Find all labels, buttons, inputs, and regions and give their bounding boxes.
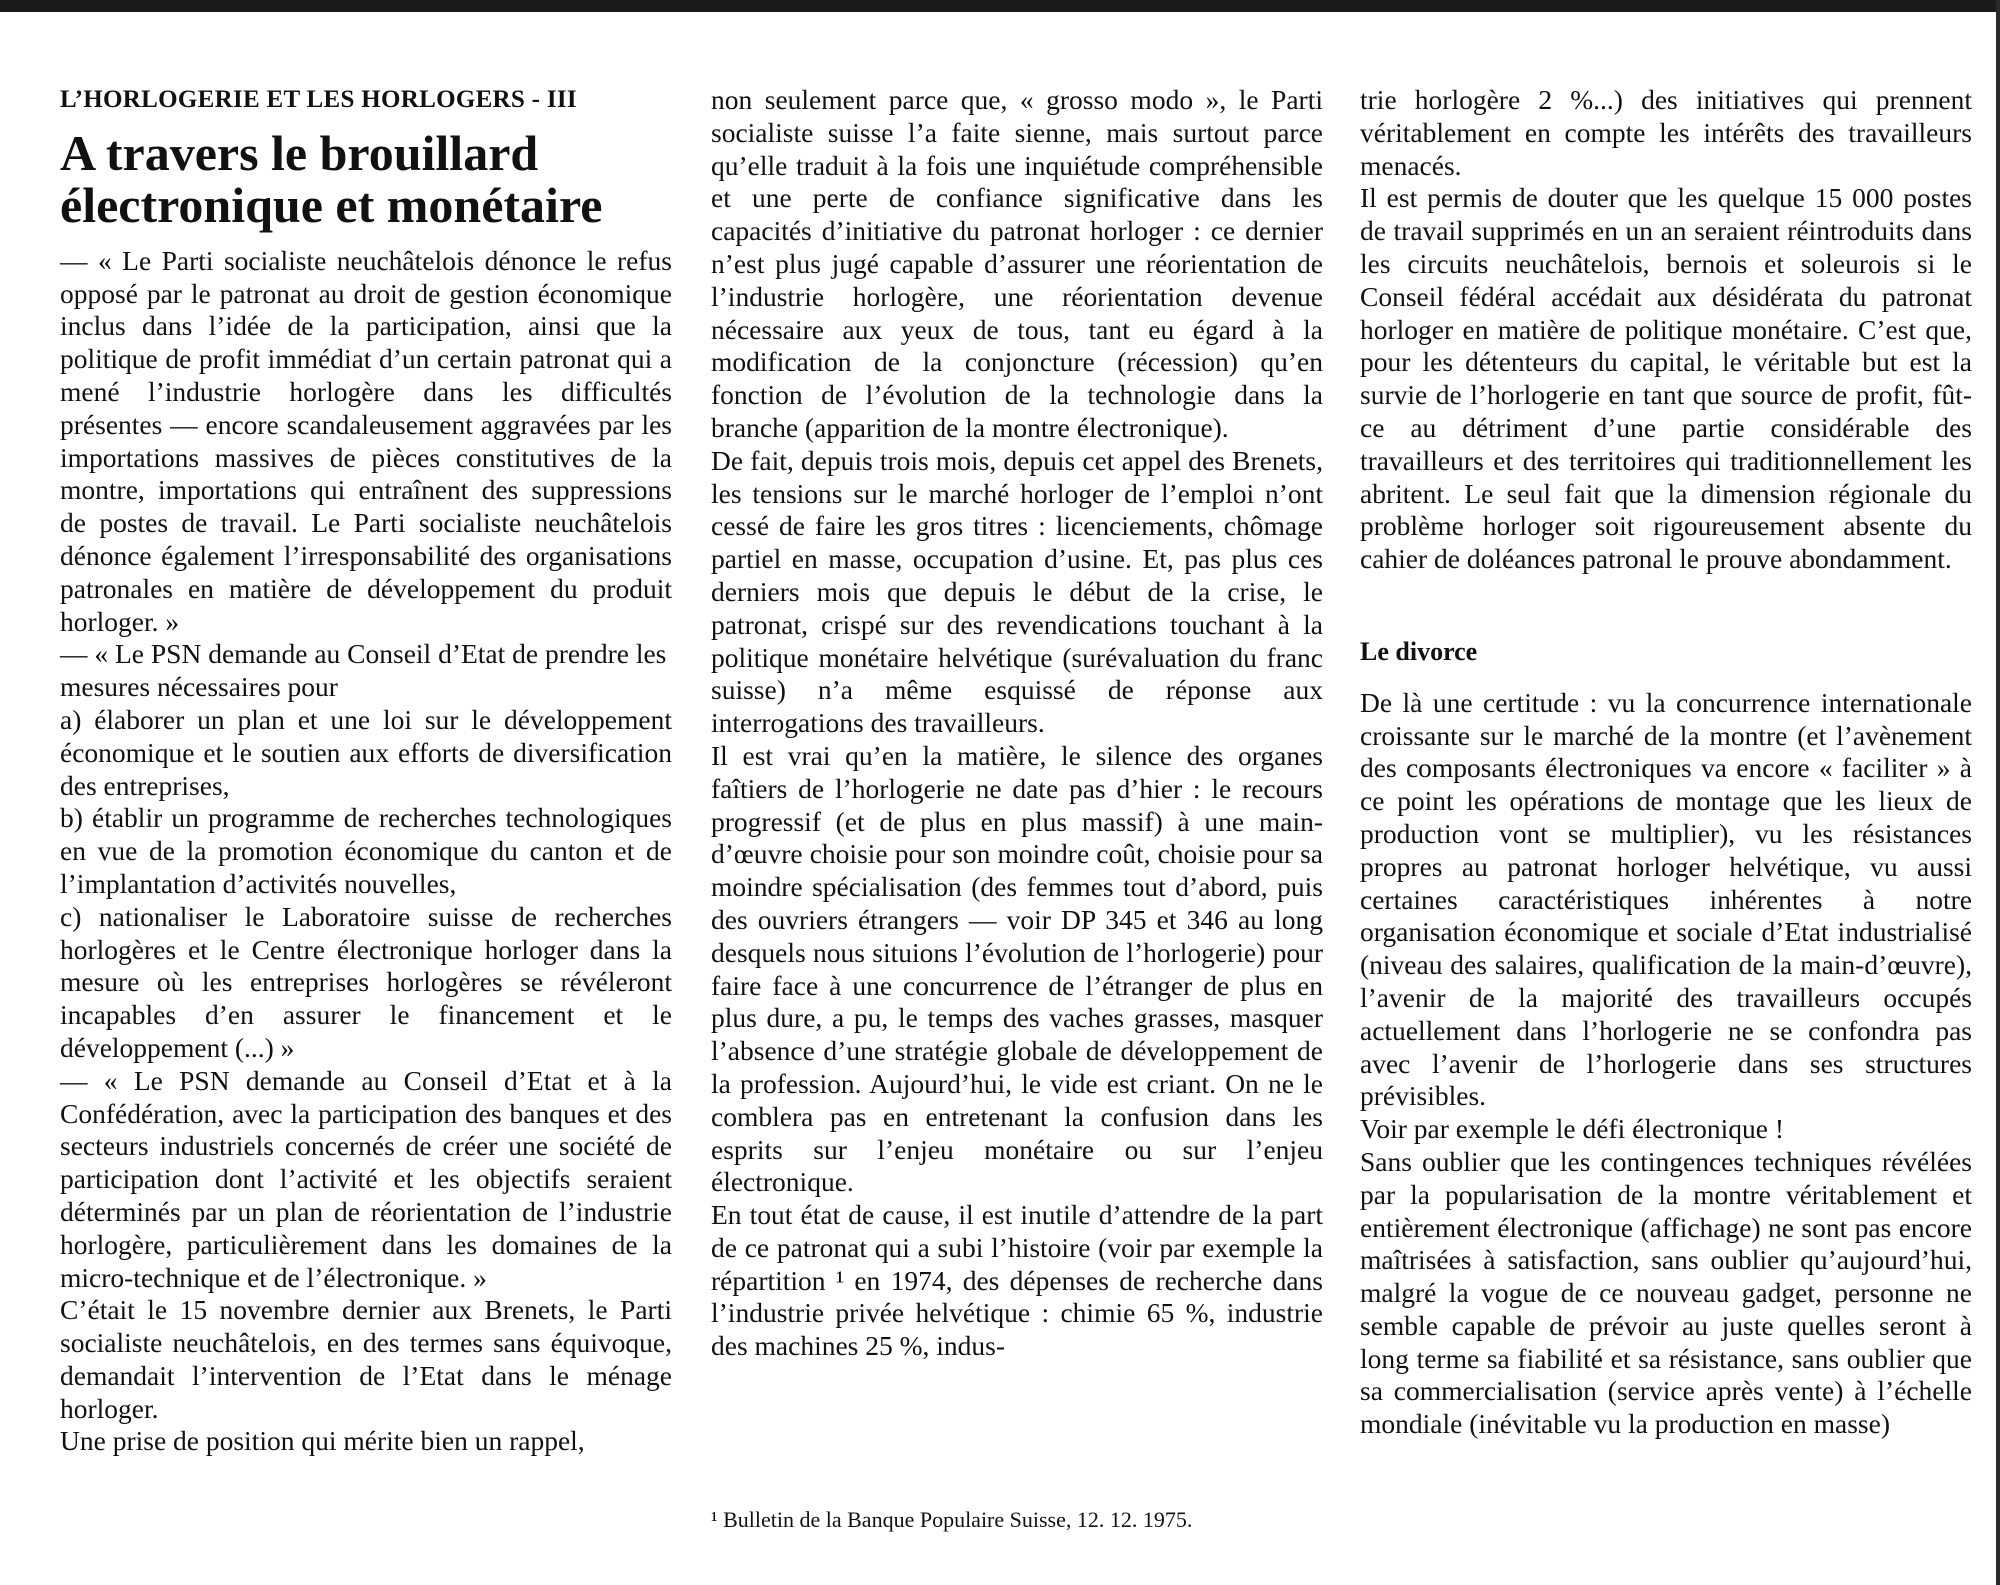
paragraph: trie horlogère 2 %...) des initiatives qui prennent véritablement en compte les intérêts des travailleurs menacés.: [1360, 84, 1972, 181]
column-1: [60, 84, 672, 1458]
paragraph: Une prise de position qui mérite bien un rappel,: [60, 1425, 585, 1457]
paragraph: b) établir un programme de recherches technologiques en vue de la promotion économique du canton et de l’implantation d’activités nouvelles,: [60, 802, 672, 899]
paragraph: De fait, depuis trois mois, depuis cet appel des Brenets, les tensions sur le marché horloger de l’emploi n’ont cessé de faire les gros titres : licenciements, chômage partiel en masse, occupation d’usine. Et, pas plus ces derniers mois que depuis le début de la crise, le patronat, crispé sur des revendications touchant à la politique monétaire helvétique (surévaluation du franc suisse) n’a même esquissé de réponse aux interrogations des travailleurs.: [711, 444, 1323, 739]
paragraph: Il est permis de douter que les quelque 15 000 postes de travail supprimés en un an seraient réintroduits dans les circuits neuchâtelois, bernois et soleurois si le Conseil fédéral accédait aux désidérata du patronat horloger en matière de politique monétaire. C’est que, pour les détenteurs du capital, le véritable but est la survie de l’horlogerie en tant que source de profit, fût-ce au détriment d’une partie considérable des travailleurs et des territoires qui traditionnellement les abritent. Le seul fait que la dimension régionale du problème horloger soit rigoureusement absente du cahier de doléances patronal le prouve abondamment.: [1360, 182, 1972, 575]
article-kicker: L’HORLOGERIE ET LES HORLOGERS - III: [60, 86, 577, 113]
paragraph: En tout état de cause, il est inutile d’attendre de la part de ce patronat qui a subi l’histoire (voir par exemple la répartition ¹ en 1974, des dépenses de recherche dans l’industrie privée helvétique : chimie 65 %, industrie des machines 25 %, indus-: [711, 1199, 1323, 1362]
paragraph: De là une certitude : vu la concurrence internationale croissante sur le marché de la montre (et l’avènement des composants électroniques va encore « faciliter » à ce point les opérations de montage que les lieux de production vont se multiplier), vu les résistances propres au patronat horloger helvétique, vu aussi certaines caractéristiques inhérentes à notre organisation économique et sociale d’Etat industrialisé (niveau des salaires, qualification de la main-d’œuvre), l’avenir de la majorité des travailleurs occupés actuellement dans l’horlogerie ne se confondra pas avec l’avenir de l’horlogerie dans ses structures prévisibles.: [1360, 686, 1972, 1112]
column-3: [1360, 84, 1972, 1441]
footnote: ¹ Bulletin de la Banque Populaire Suisse, 12. 12. 1975.: [711, 1507, 1193, 1532]
paragraph: — « Le PSN demande au Conseil d’Etat et à la Confédération, avec la participation des banques et des secteurs industriels concernés de créer une société de participation dont l’activité et les objectifs seraient déterminés par un plan de réorientation de l’industrie horlogère, particulièrement dans les domaines de la micro-technique et de l’électronique. »: [60, 1064, 672, 1293]
top-rule: [0, 0, 2000, 12]
paragraph: Sans oublier que les contingences techniques révélées par la popularisation de la montre véritablement et entièrement électronique (affichage) ne sont pas encore maîtrisées à satisfaction, sans oublier qu’aujourd’hui, malgré la vogue de ce nouveau gadget, personne ne semble capable de prévoir au juste quelles seront à long terme sa fiabilité et sa résistance, sans oublier que sa commercialisation (service après vente) à l’échelle mondiale (inévitable vu la production en masse): [1360, 1145, 1972, 1440]
column-2: [711, 84, 1323, 1363]
headline-line-2: électronique et monétaire: [60, 176, 603, 233]
paragraph: c) nationaliser le Laboratoire suisse de recherches horlogères et le Centre électronique horloger dans la mesure où les entreprises horlogères se révéleront incapables d’en assurer le financement et le développement (...) »: [60, 900, 672, 1063]
article-headline: [60, 124, 672, 233]
paragraph: a) élaborer un plan et une loi sur le développement économique et le soutien aux efforts de diversification des entreprises,: [60, 703, 672, 801]
paragraph: — « Le PSN demande au Conseil d’Etat de prendre les mesures nécessaires pour: [60, 638, 667, 703]
paragraph: Il est vrai qu’en la matière, le silence des organes faîtiers de l’horlogerie ne date pas d’hier : le recours progressif (et de plus en plus massif) à une main-d’œuvre choisie pour son moindre coût, choisie pour sa moindre spécialisation (des femmes tout d’abord, puis des ouvriers étrangers — voir DP 345 et 346 au long desquels nous situions l’évolution de l’horlogerie) pour faire face à une concurrence de l’étranger de plus en plus dure, a pu, le temps des vaches grasses, masquer l’absence d’une stratégie globale de développement de la profession. Aujourd’hui, le vide est criant. On ne le comblera pas en entretenant la confusion dans les esprits sur l’enjeu monétaire ou sur l’enjeu électronique.: [711, 739, 1323, 1198]
paragraph: — « Le Parti socialiste neuchâtelois dénonce le refus opposé par le patronat au droit de gestion économique inclus dans l’idée de la participation, ainsi que la politique de profit immédiat d’un certain patronat qui a mené l’industrie horlogère dans les difficultés présentes — encore scandaleusement aggravées par les importations massives de pièces constitutives de la montre, importations qui entraînent des suppressions de postes de travail. Le Parti socialiste neuchâtelois dénonce également l’irresponsabilité des organisations patronales en matière de développement du produit horloger. »: [60, 244, 672, 637]
paragraph: Voir par exemple le défi électronique !: [1360, 1113, 1785, 1145]
section-subhead: Le divorce: [1360, 636, 1478, 666]
paragraph: C’était le 15 novembre dernier aux Brenets, le Parti socialiste neuchâtelois, en des termes sans équivoque, demandait l’intervention de l’Etat dans le ménage horloger.: [60, 1294, 672, 1424]
paragraph: non seulement parce que, « grosso modo », le Parti socialiste suisse l’a faite sienne, mais surtout parce qu’elle traduit à la fois une inquiétude compréhensible et une perte de confiance significative dans les capacités d’initiative du patronat horloger : ce dernier n’est plus jugé capable d’assurer une réorientation de l’industrie horlogère, une réorientation devenue nécessaire aux yeux de tous, tant eu égard à la modification de la conjoncture (récession) qu’en fonction de l’évolution de la technologie dans la branche (apparition de la montre électronique).: [711, 84, 1323, 443]
right-edge-rule: [1996, 0, 2000, 1585]
headline-line-1: A travers le brouillard: [60, 124, 539, 181]
